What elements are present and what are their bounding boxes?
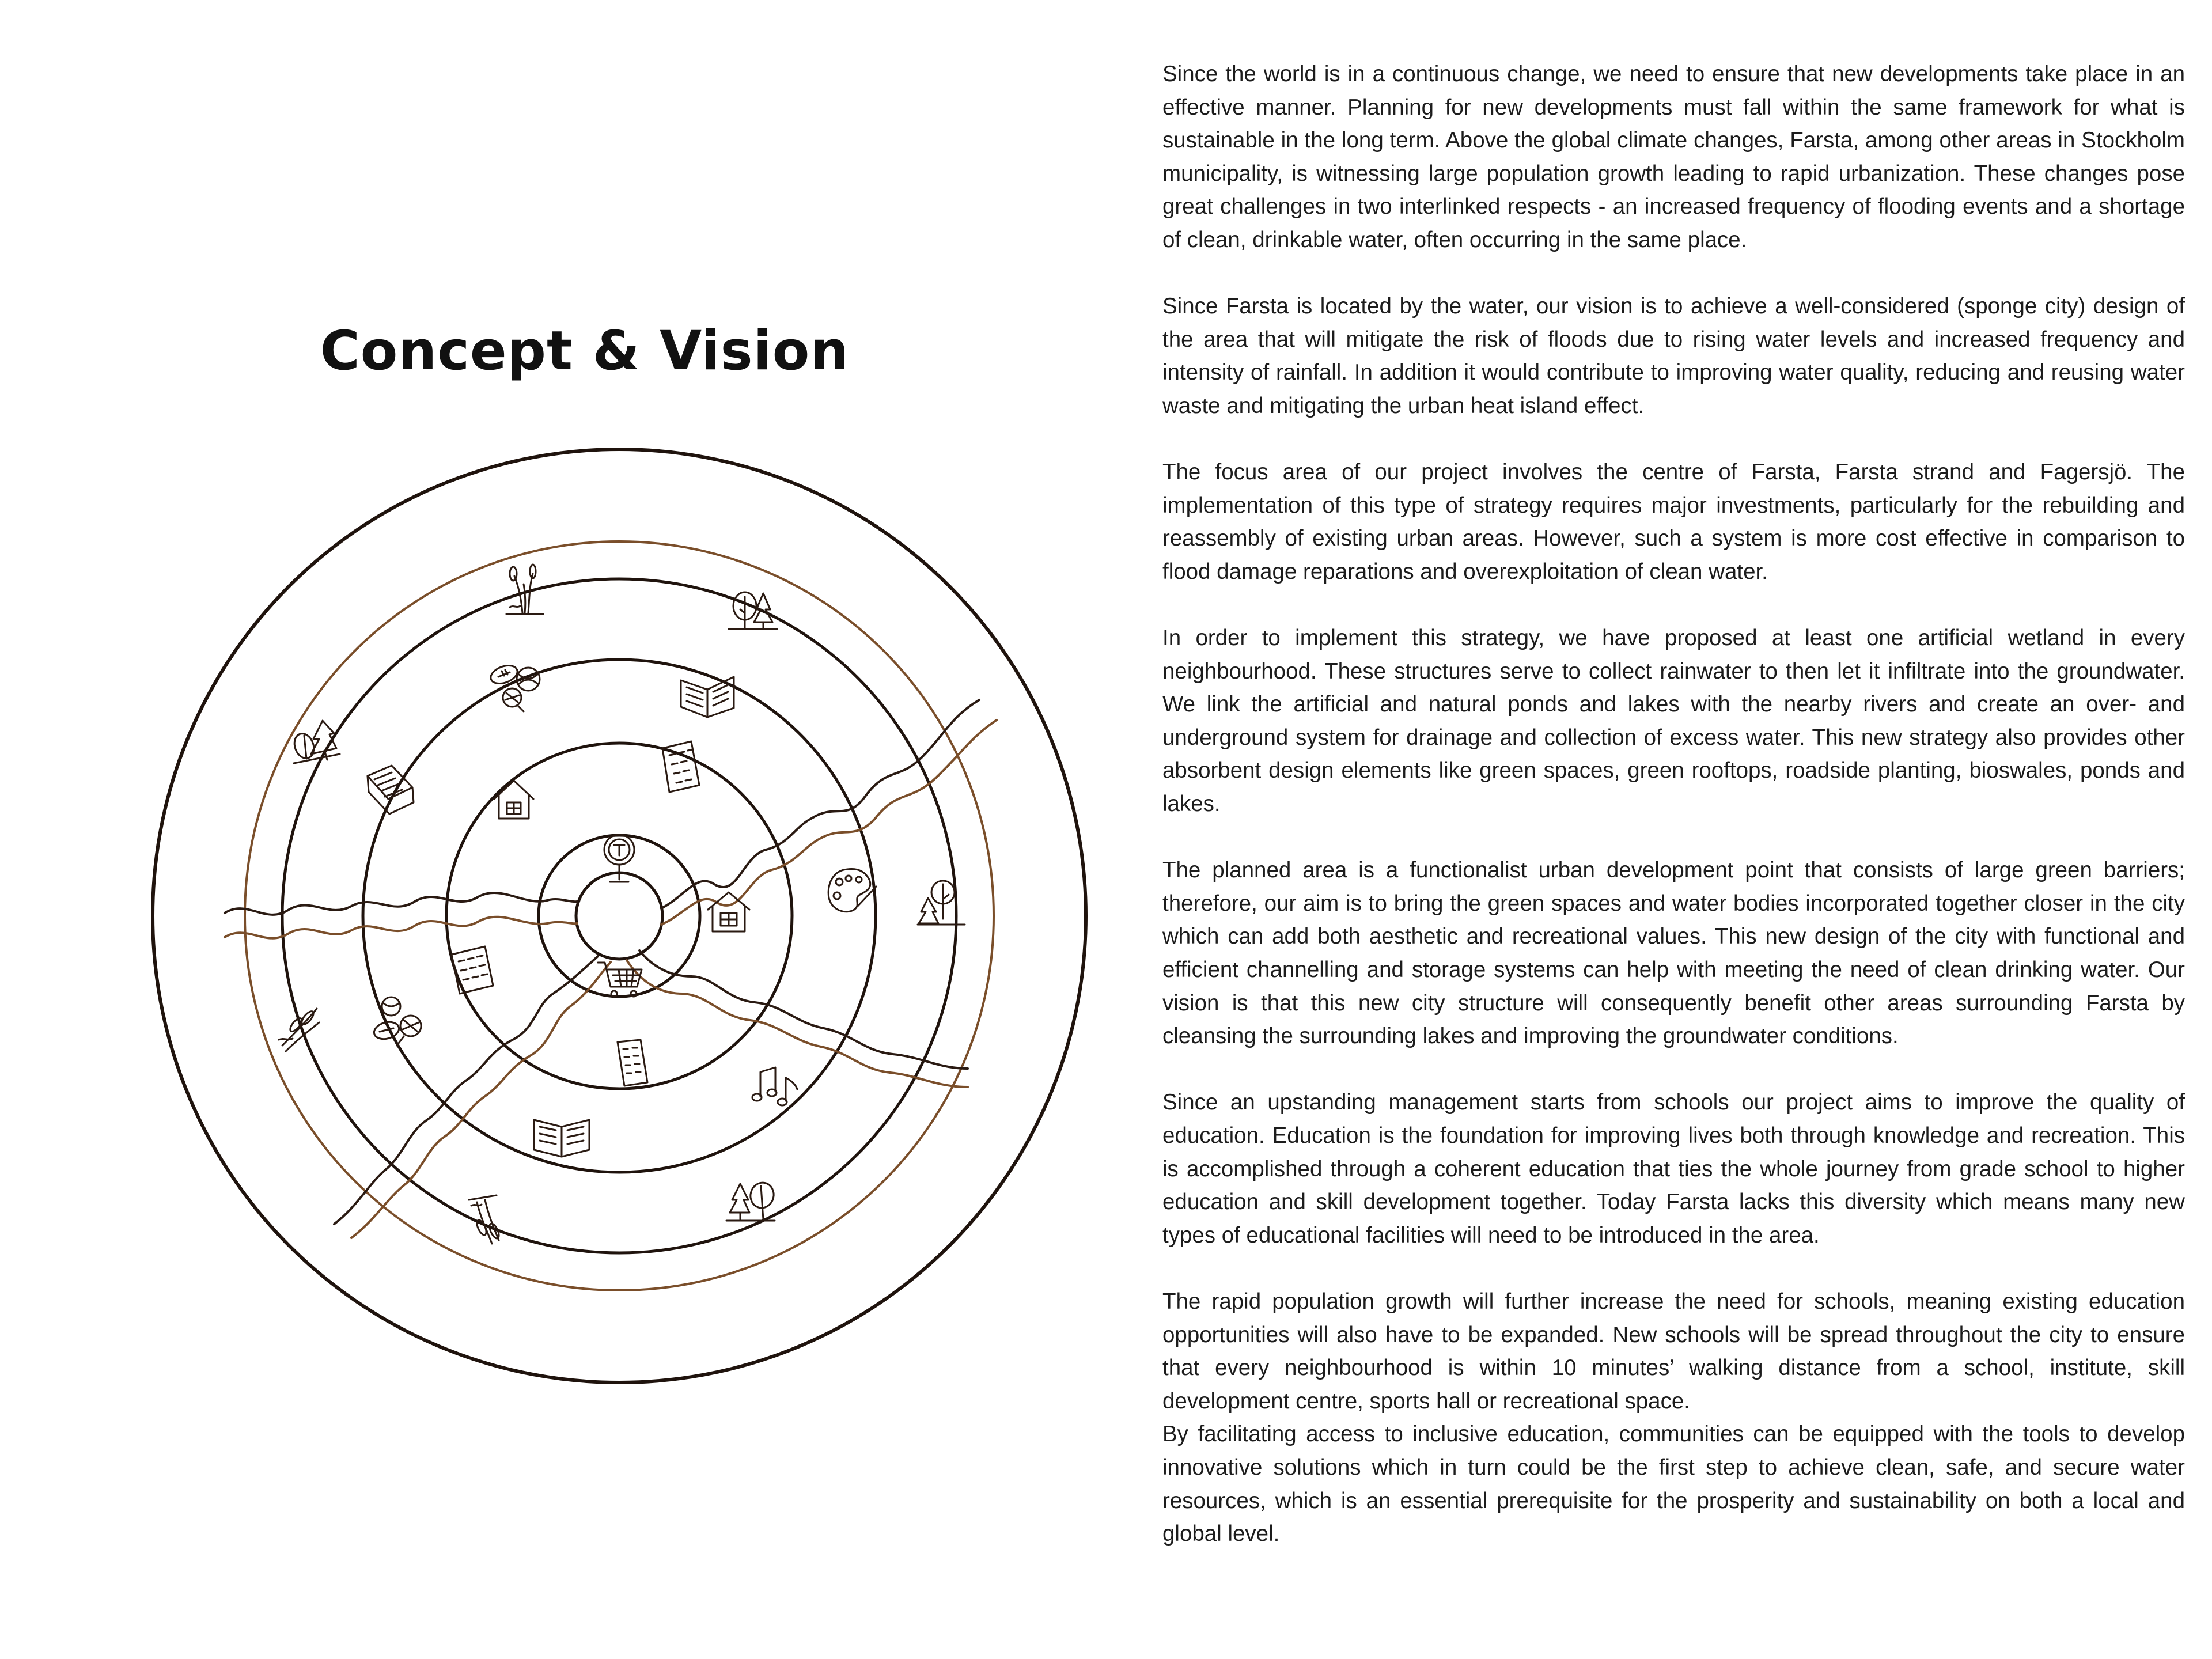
house-icon bbox=[494, 781, 533, 819]
paragraph: In order to implement this strategy, we have proposed at least one artificial wetland in every neighbourhood. These structures serve to collect rainwater to then let it infiltrate into the groundwater. We link the artificial and natural ponds and lakes with the nearby rivers and create an over- and underground system for drainage and collection of excess water. This new strategy also provides other absorbent design elements like green spaces, green rooftops, roadside planting, bioswales, ponds and lakes. bbox=[1162, 626, 2185, 817]
paragraph: Since Farsta is located by the water, our vision is to achieve a well-considered (sponge city) design of the area that will mitigate the risk of floods due to rising water levels and increased frequency and intensity of rainfall. In addition it would contribute to improving water quality, reducing and reusing water waste and mitigating the urban heat island effect. bbox=[1162, 294, 2185, 418]
house-icon bbox=[708, 892, 749, 931]
trees-icon bbox=[291, 721, 340, 763]
center-hub bbox=[576, 873, 662, 959]
paragraph: The rapid population growth will further increase the need for schools, meaning existing education opportunities will also have to be expanded. New schools will be spread throughout the city to ensure that every neighbourhood is within 10 minutes’ walking distance from a school, institute, skill development centre, sports hall or recreational space. bbox=[1162, 1289, 2185, 1414]
body-text bbox=[1162, 58, 2185, 1551]
open-book-icon bbox=[534, 1120, 589, 1157]
office-building-icon bbox=[618, 1040, 647, 1086]
paragraph: By facilitating access to inclusive education, communities can be equipped with the tools to develop innovative solutions which in turn could be the first step to achieve clean, safe, and secure water resources, which is an essential prerequisite for the prosperity and sustainability on both a local and global level. bbox=[1162, 1422, 2185, 1547]
water-channel-northeast bbox=[661, 700, 979, 908]
apartment-building-icon bbox=[452, 946, 493, 994]
trees-icon bbox=[726, 1180, 777, 1221]
shopping-cart-icon bbox=[598, 963, 642, 997]
art-palette-icon bbox=[828, 869, 876, 912]
paragraph: The focus area of our project involves the centre of Farsta, Farsta strand and Fagersjö. The implementation of this type of strategy requires major investments, particularly for the rebuilding and reassembly of existing urban areas. However, such a system is more cost effective in comparison to flood damage reparations and overexploitation of clean water. bbox=[1162, 460, 2185, 584]
water-channel-southeast bbox=[639, 950, 968, 1069]
paragraph: Since an upstanding management starts from schools our project aims to improve the quality of education. Education is the foundation for improving lives both through knowledge and recreation. This is accomplished through a coherent education that ties the whole journey from grade school to higher education and skill development together. Today Farsta lacks this diversity which means many new types of educational facilities will need to be introduced in the area. bbox=[1162, 1090, 2185, 1248]
sports-balls-icon bbox=[488, 662, 540, 711]
water-channel-west bbox=[225, 893, 577, 915]
reeds-icon bbox=[279, 1009, 319, 1051]
paragraph: The planned area is a functionalist urban development point that consists of large green barriers; therefore, our aim is to bring the green spaces and water bodies incorporated together closer in the city which can add both aesthetic and recreational values. This new design of the city with functional and efficient channelling and storage systems can help with meeting the need of clean drinking water. Our vision is that this new city structure will consequently benefit other areas surrounding Farsta by cleansing the surrounding lakes and improving the groundwater conditions. bbox=[1162, 858, 2185, 1049]
concept-ring-diagram bbox=[132, 429, 1106, 1403]
trees-icon bbox=[918, 881, 965, 925]
paragraph: Since the world is in a continuous change, we need to ensure that new developments take place in an effective manner. Planning for new developments must fall within the same framework for what is sustainable in the long term. Above the global climate changes, Farsta, among other areas in Stockholm municipality, is witnessing large population growth leading to rapid urbanization. These changes pose great challenges in two interlinked respects - an increased frequency of flooding events and a shortage of clean, drinkable water, often occurring in the same place. bbox=[1162, 62, 2185, 252]
music-notes-icon bbox=[752, 1067, 797, 1105]
trees-icon bbox=[729, 592, 777, 629]
page-title: Concept & Vision bbox=[320, 320, 850, 382]
